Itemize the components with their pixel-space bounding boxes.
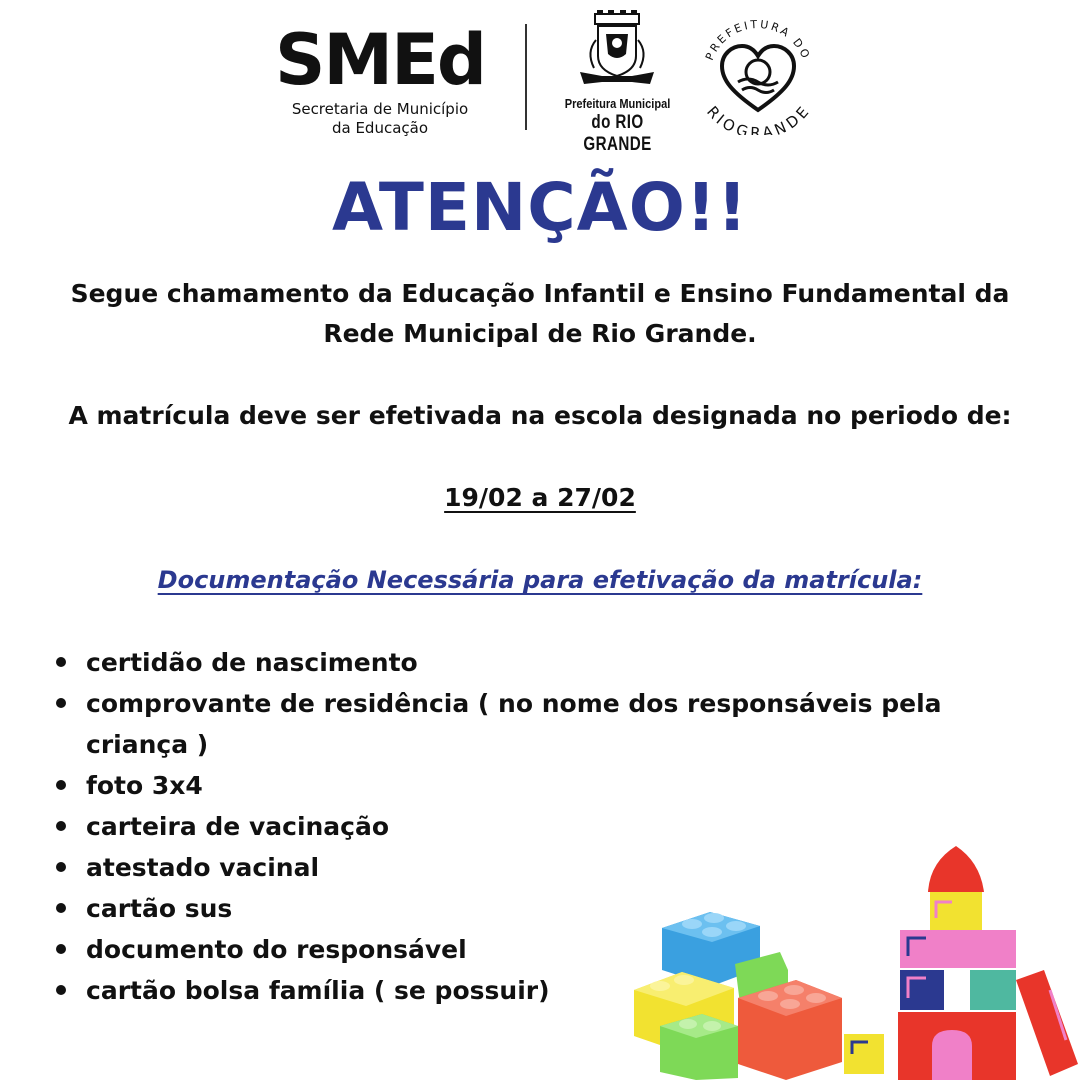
smed-subtitle-line2: da Educação	[331, 119, 429, 137]
prefeitura-do-riogrande-logo	[692, 10, 822, 135]
bullet-icon	[56, 944, 66, 954]
bullet-icon	[56, 862, 66, 872]
list-item	[56, 765, 1006, 806]
list-item-text: comprovante de residência ( no nome dos responsáveis pela criança )	[86, 689, 942, 759]
riogrande-arc-top: PREFEITURA DO	[702, 17, 814, 63]
list-item-text: cartão sus	[86, 894, 233, 923]
smed-subtitle-line1: Secretaria de Município	[291, 100, 469, 118]
bullet-icon	[56, 780, 66, 790]
list-item-text: certidão de nascimento	[86, 648, 418, 677]
list-item-text: carteira de vacinação	[86, 812, 390, 841]
list-item	[56, 683, 1016, 765]
enrollment-period: 19/02 a 27/02	[444, 483, 636, 512]
bullet-icon	[56, 698, 66, 708]
toy-blocks-icon	[630, 840, 1080, 1080]
riogrande-arc-bottom: RIOGRANDE	[703, 102, 813, 135]
page-title: ATENÇÃO!!	[331, 169, 749, 246]
documents-heading: Documentação Necessária para efetivação da matrícula:	[157, 566, 923, 594]
svg-text:RIOGRANDE	[703, 103, 813, 135]
prefeitura-municipal-logo	[550, 10, 685, 155]
coat-of-arms-icon	[550, 10, 685, 95]
list-item-text: cartão bolsa família ( se possuir)	[86, 976, 550, 1005]
header-divider	[525, 24, 527, 130]
bullet-icon	[56, 821, 66, 831]
intro-line-1: Segue chamamento da Educação Infantil e Ensino Fundamental da	[70, 279, 1010, 308]
prefeitura-line1: Prefeitura Municipal	[564, 96, 671, 111]
list-item	[56, 642, 1006, 683]
matricula-text: A matrícula deve ser efetivada na escola designada no periodo de:	[68, 401, 1012, 430]
prefeitura-line2: do RIO GRANDE	[583, 112, 652, 155]
list-item-text: atestado vacinal	[86, 853, 320, 882]
smed-wordmark: SMEd	[275, 19, 485, 101]
list-item-text: documento do responsável	[86, 935, 467, 964]
smed-logo	[262, 19, 498, 140]
bullet-icon	[56, 903, 66, 913]
bullet-icon	[56, 985, 66, 995]
list-item-text: foto 3x4	[86, 771, 203, 800]
intro-line-2: Rede Municipal de Rio Grande.	[323, 319, 757, 348]
bullet-icon	[56, 657, 66, 667]
heart-wave-icon	[692, 10, 822, 135]
